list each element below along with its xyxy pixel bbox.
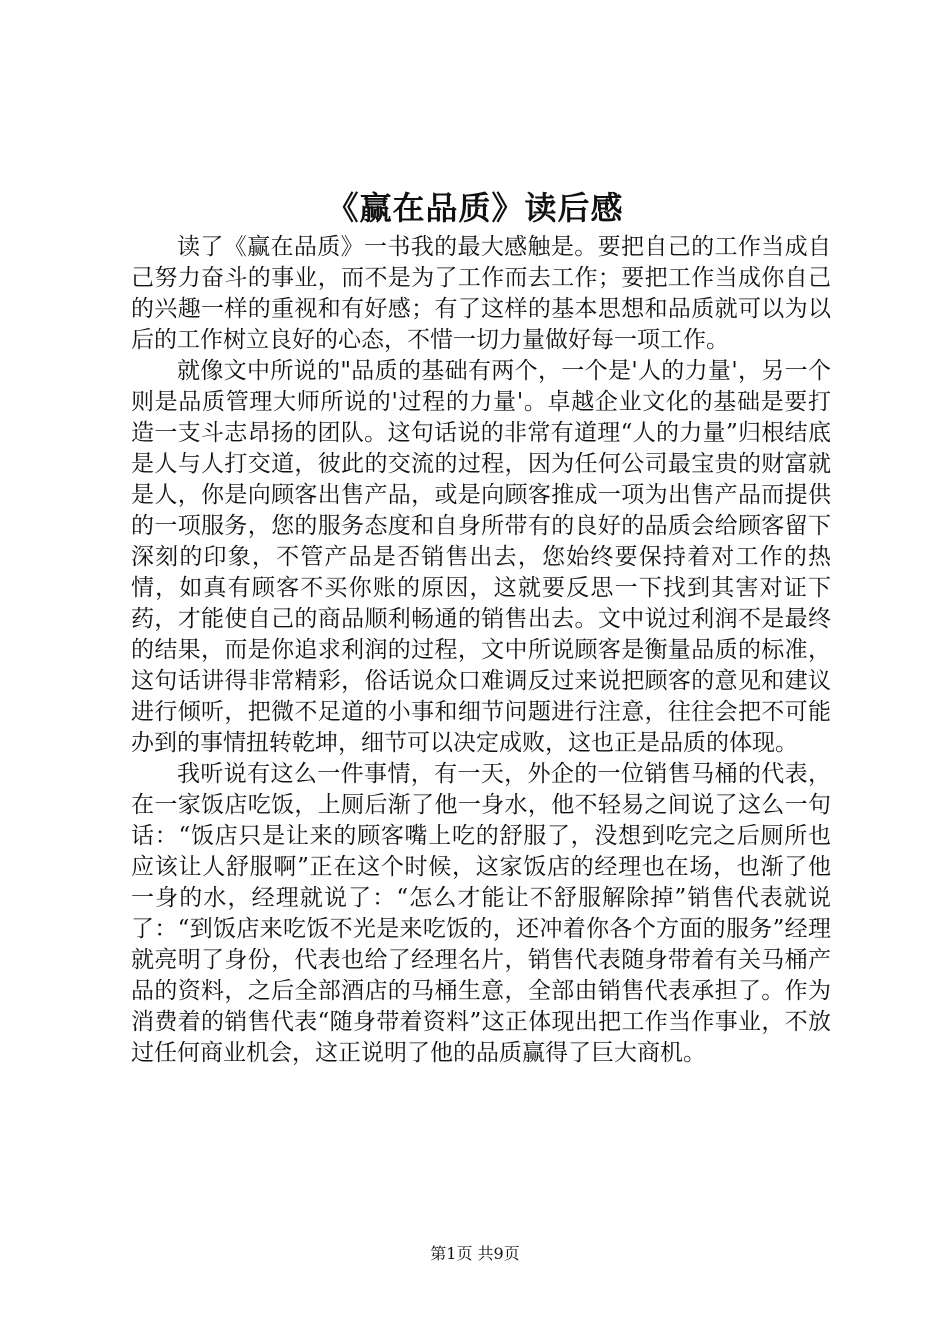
document-body <box>131 232 831 1069</box>
page-footer: 第1页 共9页 <box>430 1244 520 1263</box>
paragraph-1: 读了《赢在品质》一书我的最大感触是。要把自己的工作当成自己努力奋斗的事业，而不是为了工作而去工作；要把工作当成你自己的兴趣一样的重视和有好感；有了这样的基本思想和品质就可以为以后的工作树立良好的心态，不惜一切力量做好每一项工作。 <box>131 234 831 353</box>
paragraph-3: 我听说有这么一件事情，有一天，外企的一位销售马桶的代表，在一家饭店吃饭，上厕后渐了他一身水，他不轻易之间说了这么一句话：“饭店只是让来的顾客嘴上吃的舒服了，没想到吃完之后厕所也应该让人舒服啊”正在这个时候，这家饭店的经理也在场，也渐了他一身的水，经理就说了：“怎么才能让不舒服解除掉”销售代表就说了：“到饭店来吃饭不光是来吃饭的，还冲着你各个方面的服务”经理就亮明了身份，代表也给了经理名片，销售代表随身带着有关马桶产品的资料，之后全部酒店的马桶生意，全部由销售代表承担了。作为消费着的销售代表“随身带着资料”这正体现出把工作当作事业，不放过任何商业机会，这正说明了他的品质赢得了巨大商机。 <box>131 761 831 1066</box>
document-title: 《赢在品质》读后感 <box>326 189 624 227</box>
paragraph-2: 就像文中所说的"品质的基础有两个，一个是'人的力量'，另一个则是品质管理大师所说的'过程的力量'。卓越企业文化的基础是要打造一支斗志昂扬的团队。这句话说的非常有道理“人的力量”归根结底是人与人打交道，彼此的交流的过程，因为任何公司最宝贵的财富就是人，你是向顾客出售产品，或是向顾客推成一项为出售产品而提供的一项服务，您的服务态度和自身所带有的良好的品质会给顾客留下深刻的印象，不管产品是否销售出去，您始终要保持着对工作的热情，如真有顾客不买你账的原因，这就要反思一下找到其害对证下药，才能使自己的商品顺利畅通的销售出去。文中说过利润不是最终的结果，而是你追求利润的过程，文中所说顾客是衡量品质的标准，这句话讲得非常精彩，俗话说众口难调反过来说把顾客的意见和建议进行倾听，把微不足道的小事和细节问题进行注意，往往会把不可能办到的事情扭转乾坤，细节可以决定成败，这也正是品质的体现。 <box>131 358 831 756</box>
